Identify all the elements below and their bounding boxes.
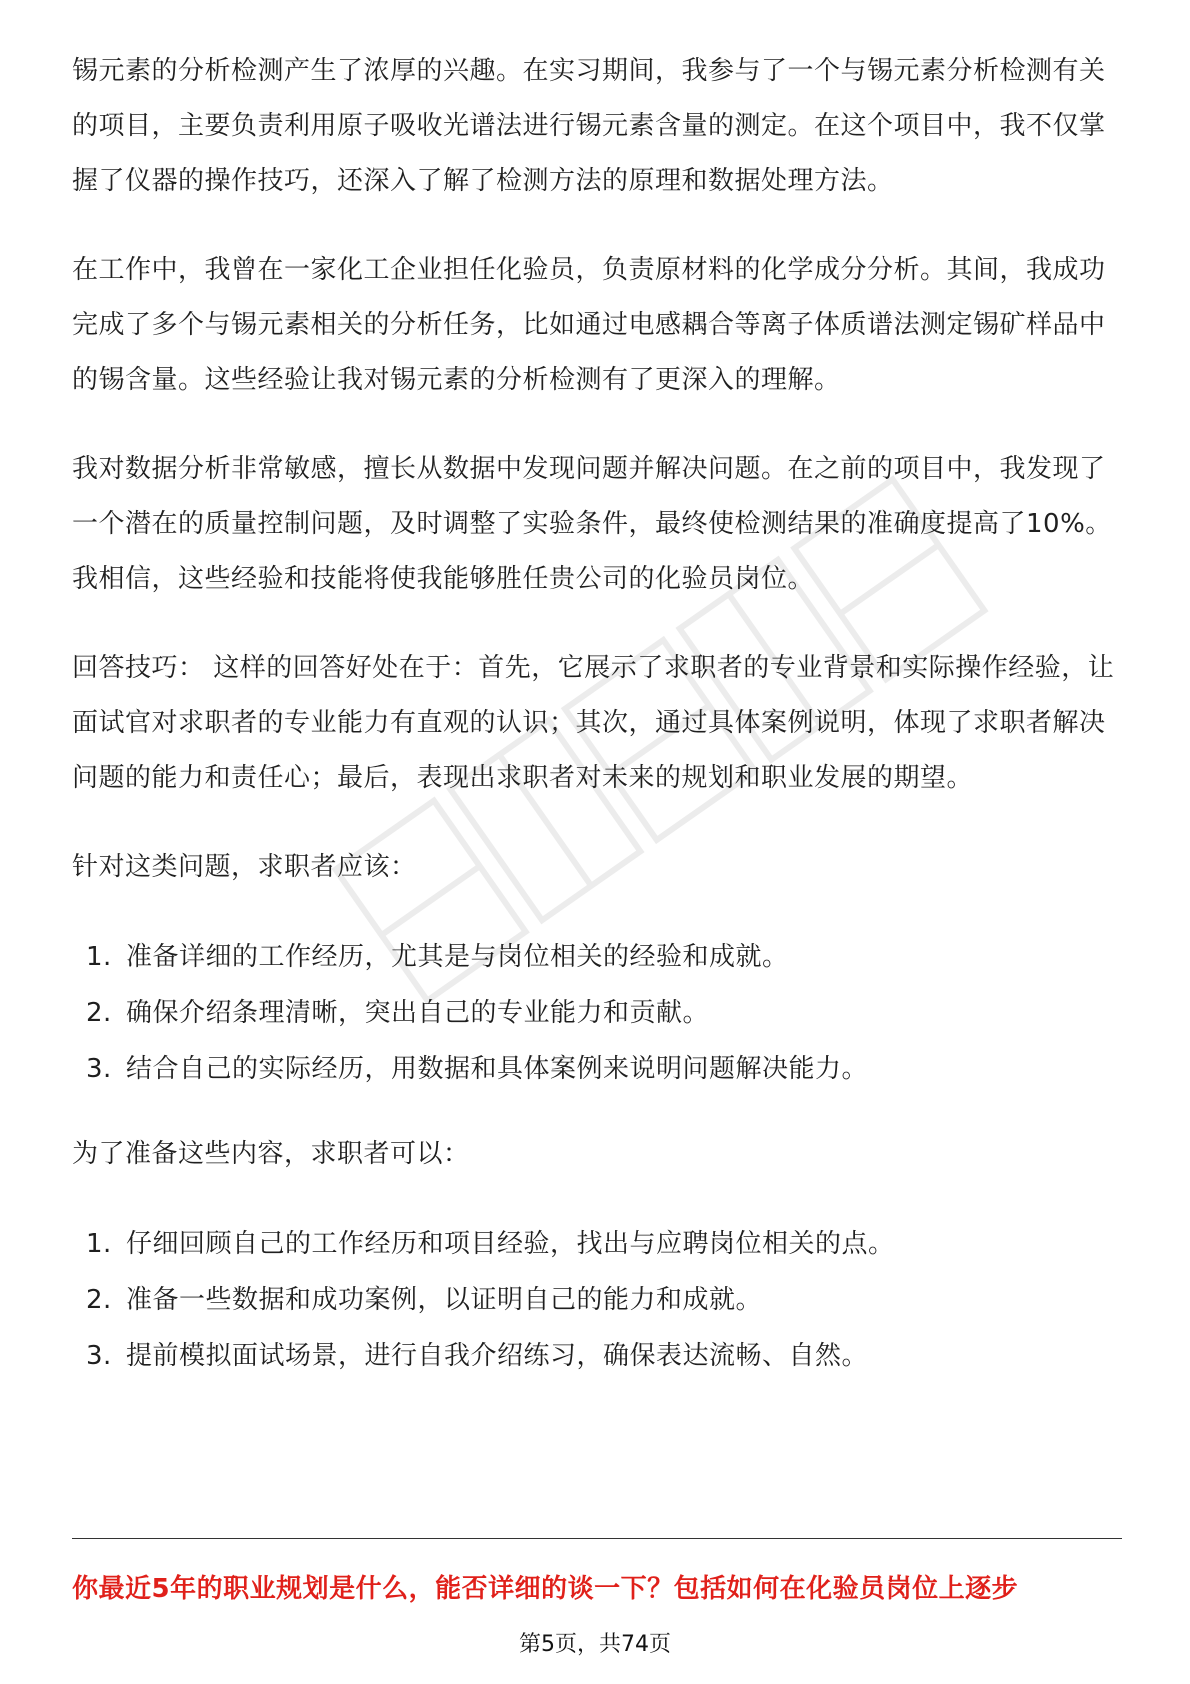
paragraph-data-analysis: 我对数据分析非常敏感，擅长从数据中发现问题并解决问题。在之前的项目中，我发现了一个潜在的质量控制问题，及时调整了实验条件，最终使检测结果的准确度提高了10%。我相信，这些经验和技能将使我能够胜任贵公司的化验员岗位。 <box>72 454 1112 594</box>
list-number: 3. <box>86 1341 112 1371</box>
list-text: 提前模拟面试场景，进行自我介绍练习，确保表达流畅、自然。 <box>126 1341 869 1371</box>
list-item <box>86 1216 1122 1272</box>
list-text: 结合自己的实际经历，用数据和具体案例来说明问题解决能力。 <box>126 1054 869 1084</box>
list-item <box>86 1328 1122 1384</box>
list-number: 2. <box>86 1285 112 1315</box>
next-question-heading: 你最近5年的职业规划是什么，能否详细的谈一下？包括如何在化验员岗位上逐步 <box>72 1574 1019 1604</box>
list-text: 准备一些数据和成功案例，以证明自己的能力和成就。 <box>126 1285 763 1315</box>
paragraph-prepare-intro: 为了准备这些内容，求职者可以： <box>72 1139 470 1169</box>
prepare-list <box>72 1216 1122 1384</box>
page-number: 第5页，共74页 <box>519 1632 671 1657</box>
list-number: 1. <box>86 1229 112 1259</box>
list-number: 2. <box>86 998 112 1028</box>
document-body <box>72 44 1122 1414</box>
footer-divider <box>72 1538 1122 1539</box>
list-text: 仔细回顾自己的工作经历和项目经验，找出与应聘岗位相关的点。 <box>126 1229 895 1259</box>
paragraph-experience-work: 在工作中，我曾在一家化工企业担任化验员，负责原材料的化学成分分析。其间，我成功完成了多个与锡元素相关的分析任务，比如通过电感耦合等离子体质谱法测定锡矿样品中的锡含量。这些经验让我对锡元素的分析检测有了更深入的理解。 <box>72 255 1106 395</box>
list-text: 准备详细的工作经历，尤其是与岗位相关的经验和成就。 <box>126 942 789 972</box>
should-list <box>72 929 1122 1097</box>
paragraph-experience-internship: 锡元素的分析检测产生了浓厚的兴趣。在实习期间，我参与了一个与锡元素分析检测有关的项目，主要负责利用原子吸收光谱法进行锡元素含量的测定。在这个项目中，我不仅掌握了仪器的操作技巧，还深入了解了检测方法的原理和数据处理方法。 <box>72 56 1106 196</box>
list-item <box>86 1272 1122 1328</box>
list-item <box>86 985 1122 1041</box>
paragraph-answer-tips: 回答技巧： 这样的回答好处在于：首先，它展示了求职者的专业背景和实际操作经验，让面试官对求职者的专业能力有直观的认识；其次，通过具体案例说明，体现了求职者解决问题的能力和责任心；最后，表现出求职者对未来的规划和职业发展的期望。 <box>72 653 1115 793</box>
list-text: 确保介绍条理清晰，突出自己的专业能力和贡献。 <box>126 998 710 1028</box>
paragraph-should-intro: 针对这类问题，求职者应该： <box>72 852 417 882</box>
list-number: 3. <box>86 1054 112 1084</box>
list-item <box>86 929 1122 985</box>
list-item <box>86 1041 1122 1097</box>
list-number: 1. <box>86 942 112 972</box>
